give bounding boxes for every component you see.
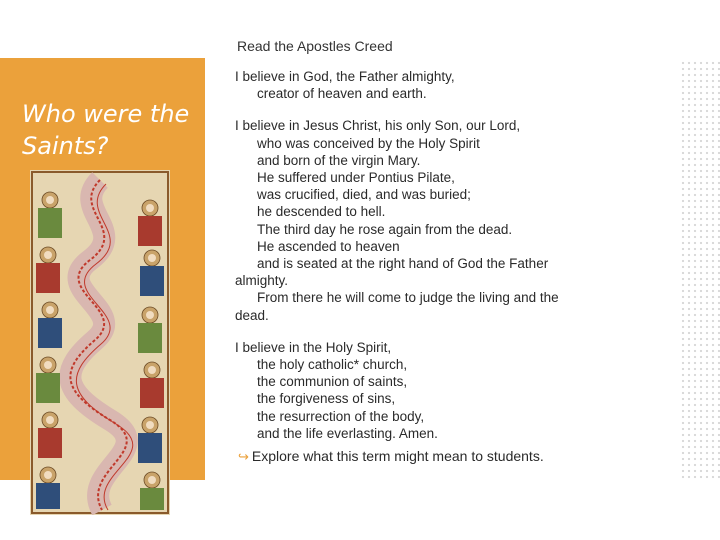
creed-line: and is seated at the right hand of God the Father xyxy=(257,256,549,272)
creed-line: and born of the virgin Mary. xyxy=(257,152,421,168)
creed-paragraph-spirit xyxy=(235,339,630,442)
creed-line: I believe in Jesus Christ, his only Son, our Lord, xyxy=(235,118,521,134)
creed-line: the forgiveness of sins, xyxy=(257,391,396,407)
creed-line: The third day he rose again from the dead. xyxy=(257,221,513,237)
dotted-pattern xyxy=(680,60,720,480)
creed-line: who was conceived by the Holy Spirit xyxy=(257,135,480,151)
creed-line: he descended to hell. xyxy=(257,204,386,220)
creed-line: I believe in God, the Father almighty, xyxy=(235,69,455,84)
side-title: Who were the Saints? xyxy=(22,100,190,160)
slide-heading: Read the Apostles Creed xyxy=(237,38,393,54)
creed-line: creator of heaven and earth. xyxy=(257,86,427,102)
creed-line: the holy catholic* church, xyxy=(257,357,408,373)
creed-line: the resurrection of the body, xyxy=(257,408,425,424)
creed-line: the communion of saints, xyxy=(257,374,408,390)
creed-line: dead. xyxy=(235,307,269,323)
creed-line: was crucified, died, and was buried; xyxy=(257,187,471,203)
creed-line: almighty. xyxy=(235,273,289,289)
creed-line: From there he will come to judge the living and the xyxy=(257,290,559,306)
creed-line: He suffered under Pontius Pilate, xyxy=(257,170,455,186)
curved-arrow-bullet-icon: ↪ xyxy=(238,449,249,464)
creed-line: He ascended to heaven xyxy=(257,238,400,254)
manuscript-image xyxy=(30,170,170,515)
creed-paragraph-father xyxy=(235,68,630,102)
creed-line: I believe in the Holy Spirit, xyxy=(235,339,392,355)
creed-text xyxy=(235,68,630,457)
explore-bullet xyxy=(238,448,544,465)
creed-paragraph-son xyxy=(235,117,630,323)
creed-line: and the life everlasting. Amen. xyxy=(257,425,438,441)
explore-text: Explore what this term might mean to students. xyxy=(251,448,544,464)
